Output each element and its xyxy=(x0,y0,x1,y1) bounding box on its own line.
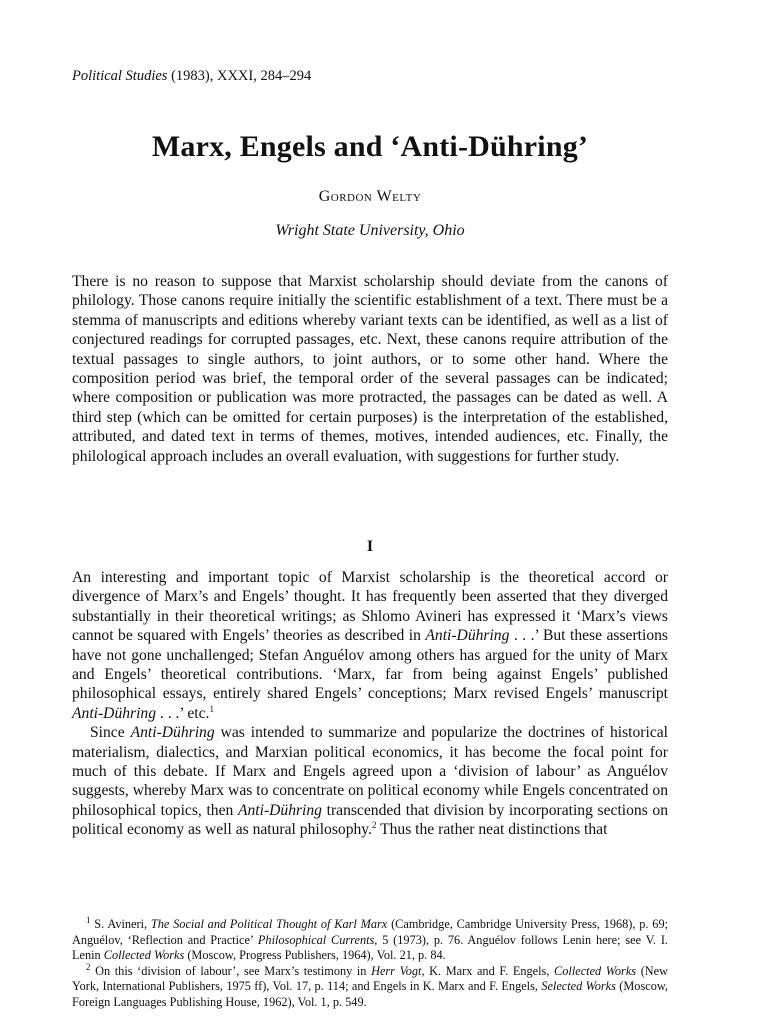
body-text xyxy=(72,568,668,840)
section-number: I xyxy=(366,538,374,555)
paragraph-2: Since Anti-Dühring was intended to summarize and popularize the doctrines of historical materialism, dialectics, and Marxian political economics, it has become the focal point for much of this debate. If Marx and Engels agreed upon a ‘division of labour’ as Anguélov suggests, whereby Marx was to concentrate on political economy while Engels concentrated on philosophical topics, then Anti-Dühring transcended that division by incorporating sections on political economy as well as natural philosophy.$^2$ Thus the rather neat distinctions that xyxy=(72,724,669,839)
abstract-paragraph: There is no reason to suppose that Marxist scholarship should deviate from the canons of philology. Those canons require initially the scientific establishment of a text. There must be a stemma of manuscripts and editions whereby variant texts can be identified, as well as a list of conjectured readings for corrupted passages, etc. Next, these canons require attribution of the textual passages to single authors, to joint authors, or to some other hand. Where the composition period was brief, the temporal order of the several passages can be indicated; where composition or publication was more protracted, the passages can be dated as well. A third step (which can be omitted for certain purposes) is the interpretation of the established, attributed, and dated text in terms of themes, motives, intended audiences, etc. Finally, the philological approach includes an overall evaluation, with suggestions for further study. xyxy=(72,273,668,465)
footnotes xyxy=(72,914,669,1011)
article-title: Marx, Engels and ‘Anti-Dühring’ xyxy=(151,130,589,163)
journal-citation xyxy=(72,68,311,85)
footnote-ref-2: 2 xyxy=(371,820,377,831)
journal-name: Political Studies xyxy=(72,68,168,84)
footnote-ref-1: 1 xyxy=(209,703,214,714)
paragraph-1: An interesting and important topic of Marxist scholarship is the theoretical accord or divergence of Marx’s and Engels’ thought. It has frequently been asserted that they diverged substantially in their theoretical writings; as Shlomo Avineri has expressed it ‘Marx’s views cannot be squared with Engels’ theories as described in Anti-Dühring . . .’ But these assertions have not gone unchallenged; Stefan Anguélov among others has argued for the unity of Marx and Engels’ theoretical contributions. ‘Marx, far from being against Engels’ published philosophical essays, entirely shared Engels’ conceptions; Marx revised Engels’ manuscript Anti-Dühring . . .’ etc.$^1$ xyxy=(72,569,668,722)
author-name: Gordon Welty xyxy=(318,188,422,205)
document-page xyxy=(72,0,668,1024)
author-affiliation: Wright State University, Ohio xyxy=(275,222,465,239)
journal-details: (1983), XXXI, 284–294 xyxy=(167,68,312,84)
footnote-2: $^2$ On this ‘division of labour’, see Marx’s testimony in Herr Vogt, K. Marx and F. Engels, Collected Works (New York, International Publishers, 1975 ff), Vol. 17, p. 114; and Engels in K. Marx and F. Engels, Selected Works (Moscow, Foreign Languages Publishing House, 1962), Vol. 1, p. 549. xyxy=(72,961,669,1009)
footnote-1: $^1$ S. Avineri, The Social and Political Thought of Karl Marx (Cambridge, Cambridge University Press, 1968), p. 69; Anguélov, ‘Reflection and Practice’ Philosophical Currents, 5 (1973), p. 76. Anguélov follows Lenin here; see V. I. Lenin Collected Works (Moscow, Progress Publishers, 1964), Vol. 21, p. 84. xyxy=(72,914,669,963)
